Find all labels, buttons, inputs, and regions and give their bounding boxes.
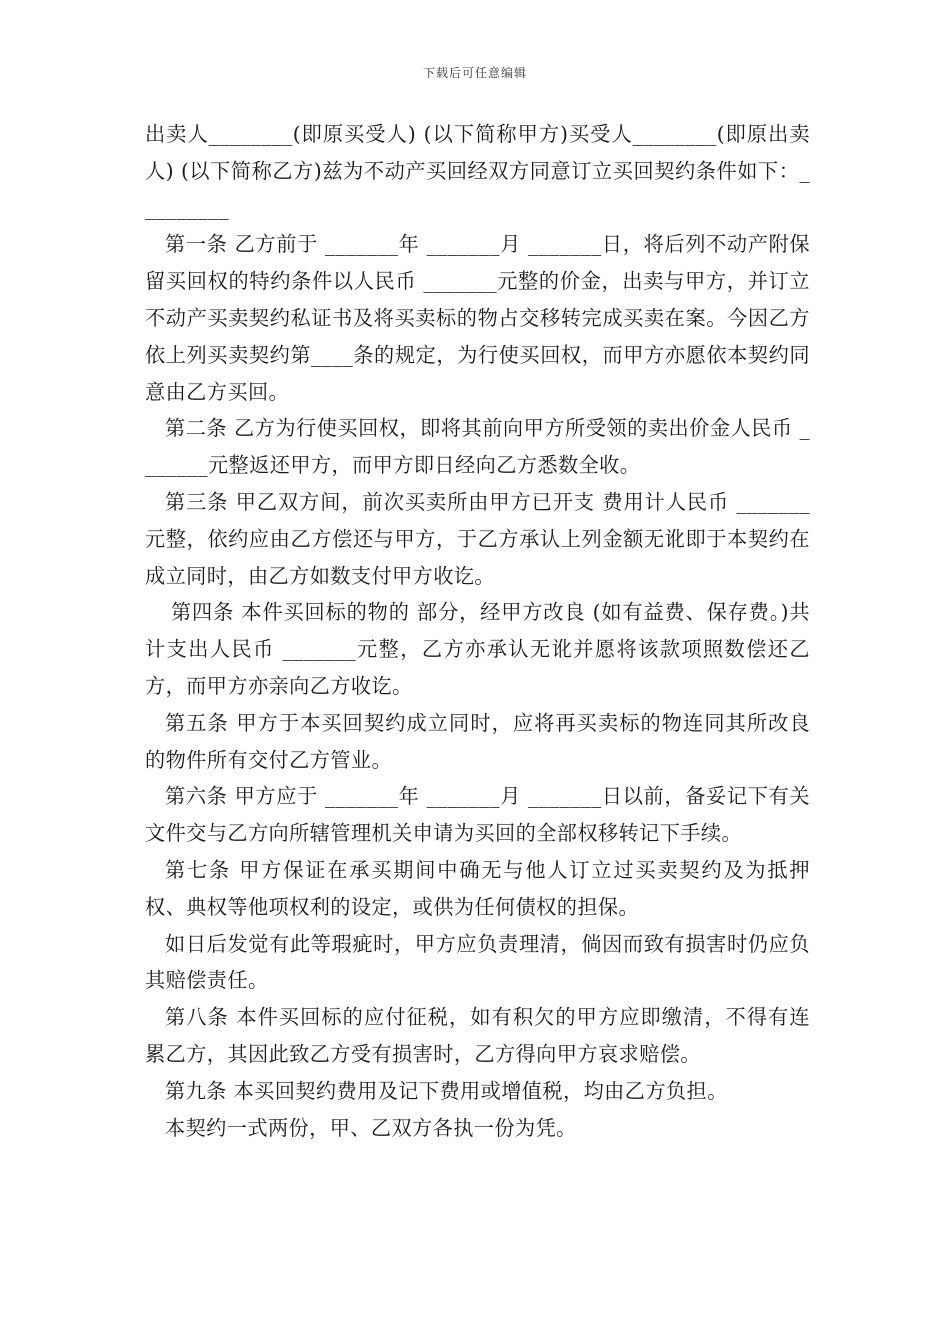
article-7-supplement: 如日后发觉有此等瑕疵时，甲方应负责理清，倘因而致有损害时仍应负其赔偿责任。: [145, 931, 810, 993]
article-2: 第二条 乙方为行使买回权，即将其前向甲方所受领的卖出价金人民币 _______元整返还甲方，而甲方即日经向乙方悉数全收。: [145, 416, 810, 478]
closing-paragraph: 本契约一式两份，甲、乙双方各执一份为凭。: [165, 1115, 577, 1140]
article-6: 第六条 甲方应于 _______年 _______月 _______日以前，备妥记下有关文件交与乙方向所辖管理机关申请为买回的全部权移转记下手续。: [145, 784, 810, 846]
document-body: [145, 116, 810, 1146]
article-8: 第八条 本件买回标的应付征税，如有积欠的甲方应即缴清，不得有连累乙方，其因此致乙方受有损害时，乙方得向甲方哀求赔偿。: [145, 1005, 810, 1066]
article-1: 第一条 乙方前于 _______年 _______月 _______日，将后列不动产附保留买回权的特约条件以人民币 _______元整的价金，出卖与甲方，并订立不动产买卖契约私证书及将买卖标的物占交移转完成买卖在案。今因乙方依上列买卖契约第____条的规定，为行使买回权，而甲方亦愿依本契约同意由乙方买回。: [145, 232, 810, 404]
article-7: 第七条 甲方保证在承买期间中确无与他人订立过买卖契约及为抵押权、典权等他项权利的设定，或供为任何债权的担保。: [145, 857, 810, 919]
intro-paragraph: 出卖人________(即原买受人) (以下简称甲方)买受人________(即原出卖人) (以下简称乙方)兹为不动产买回经双方同意订立买回契约条件如下：_________: [145, 122, 810, 220]
article-5: 第五条 甲方于本买回契约成立同时，应将再买卖标的物连同其所改良的物件所有交付乙方管业。: [145, 710, 810, 772]
page-header-note: 下载后可任意编辑: [422, 66, 527, 80]
article-4: 第四条 本件买回标的物的 部分，经甲方改良 (如有益费、保存费。)共计支出人民币 _______元整，乙方亦承认无讹并愿将该款项照数偿还乙方，而甲方亦亲向乙方收讫。: [145, 600, 810, 698]
article-9: 第九条 本买回契约费用及记下费用或增值税，均由乙方负担。: [165, 1078, 728, 1103]
article-3: 第三条 甲乙双方间，前次买卖所由甲方已开支 费用计人民币 _______元整，依约应由乙方偿还与甲方，于乙方承认上列金额无讹即于本契约在成立同时，由乙方如数支付甲方收讫。: [145, 489, 810, 588]
